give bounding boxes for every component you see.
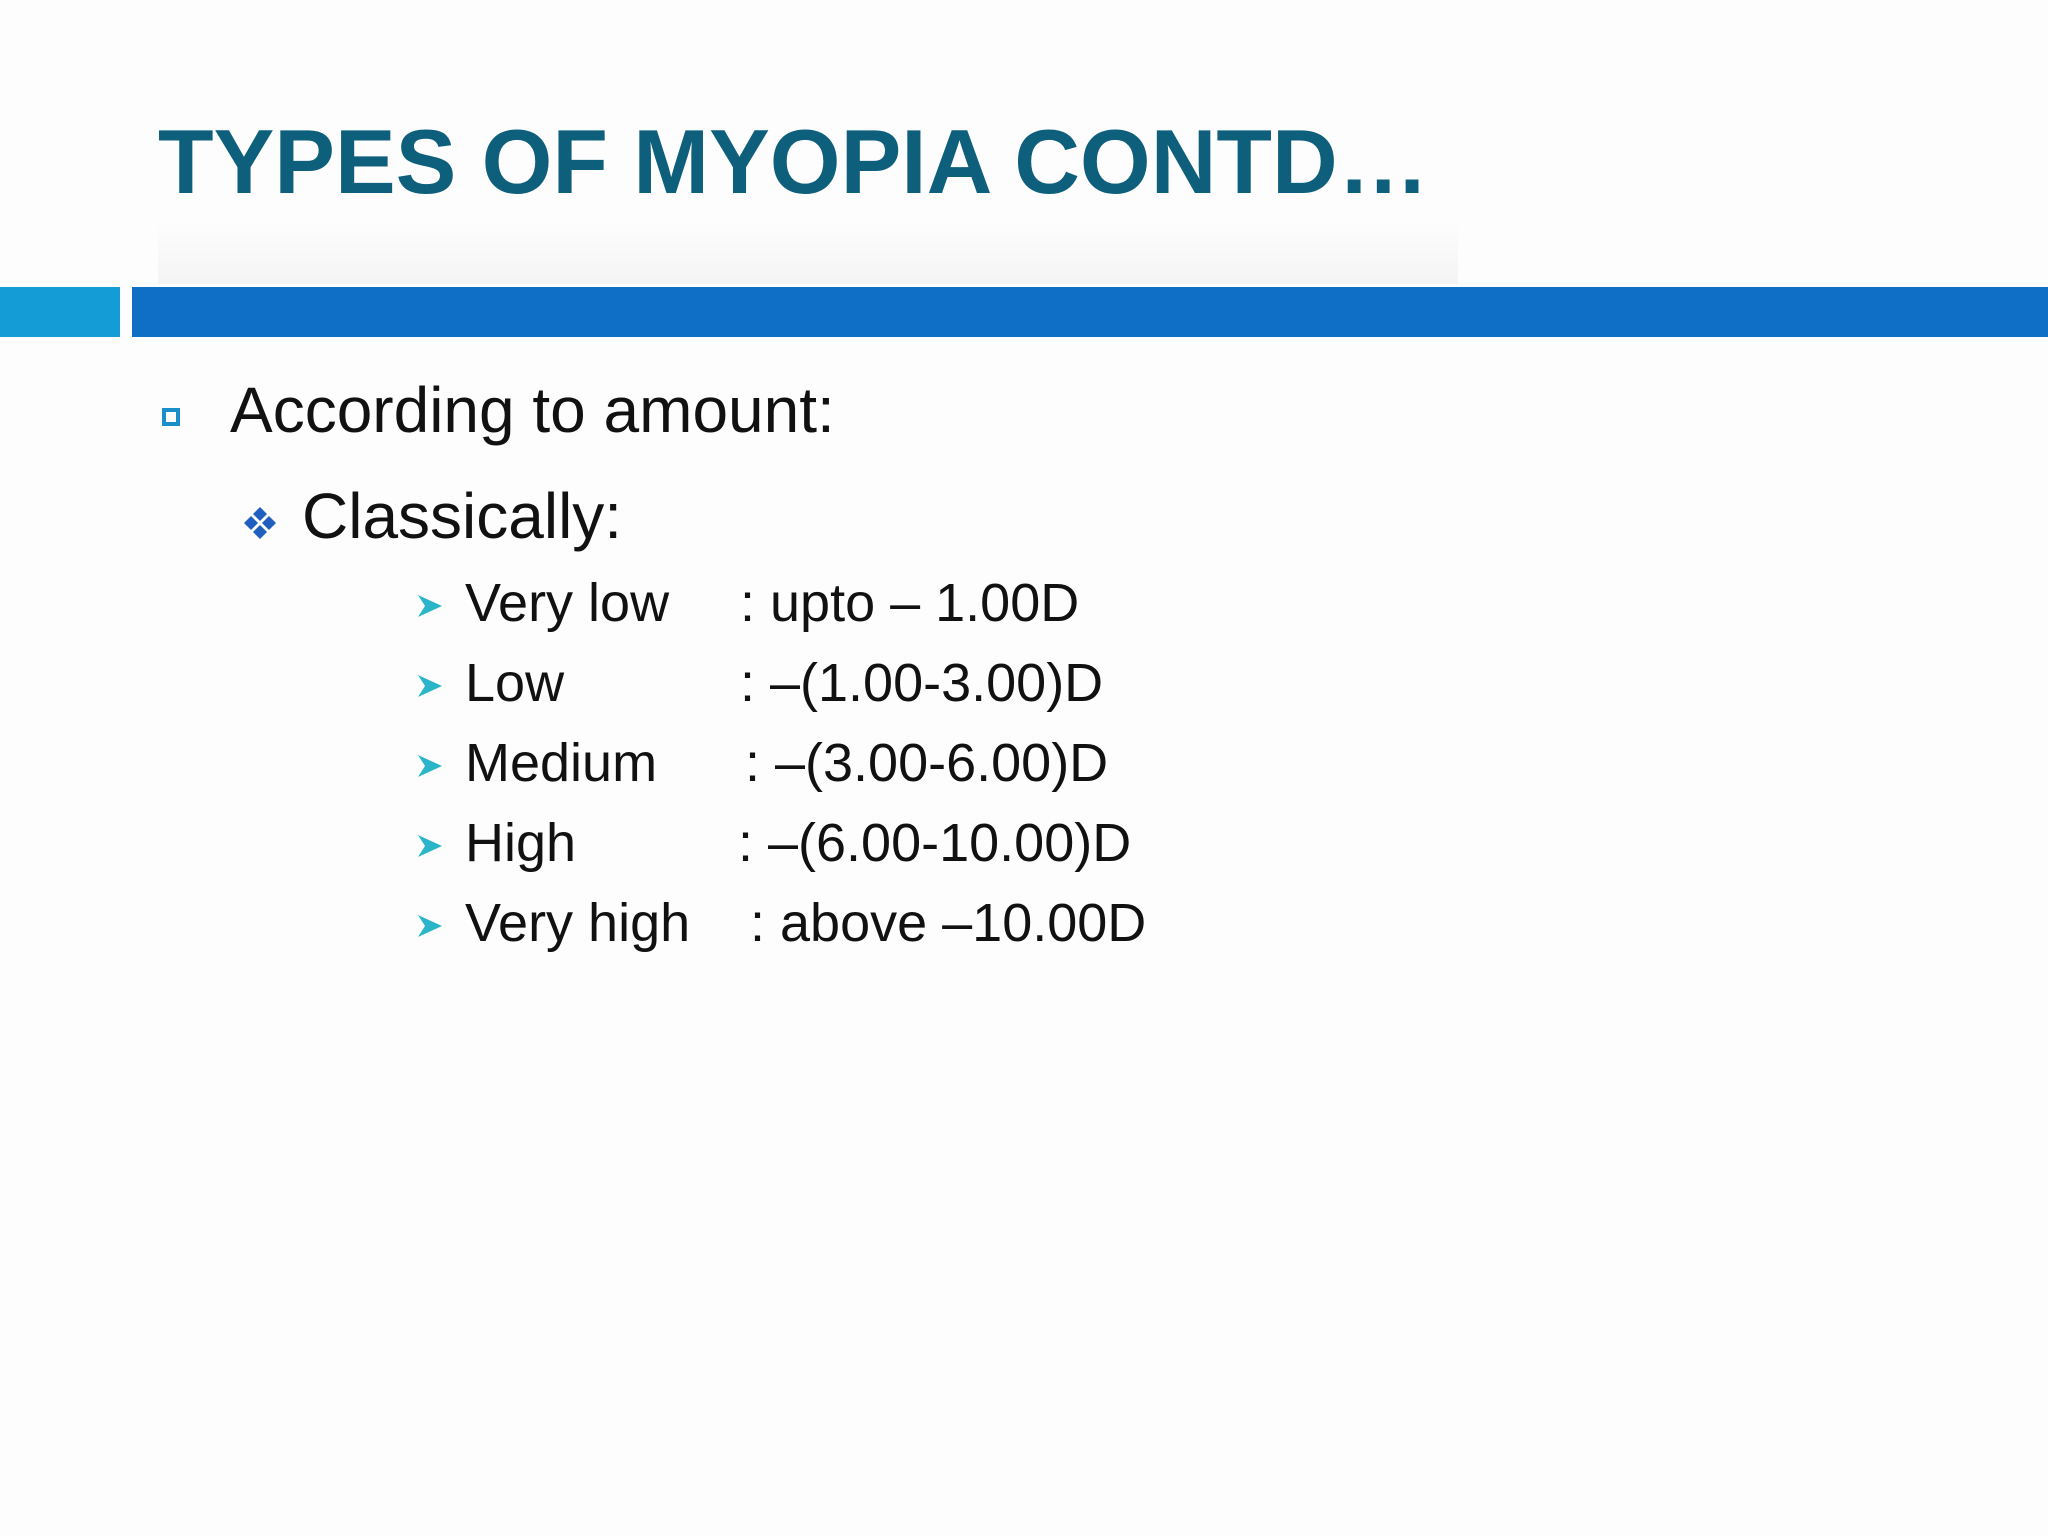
arrowhead-bullet-icon — [416, 672, 444, 700]
item-label: Low — [465, 653, 565, 713]
slide-title: TYPES OF MYOPIA CONTD… — [158, 112, 1429, 213]
item-label: High — [465, 813, 577, 873]
arrowhead-bullet-icon — [416, 752, 444, 780]
item-value: : –(6.00-10.00)D — [738, 813, 1132, 873]
square-bullet-icon — [162, 408, 180, 426]
four-diamond-bullet-icon — [242, 505, 278, 541]
bullet-classically: Classically: — [302, 480, 623, 552]
item-value: : –(1.00-3.00)D — [740, 653, 1104, 713]
item-label: Very high — [465, 893, 691, 953]
item-value: : above –10.00D — [750, 893, 1147, 953]
item-value: : upto – 1.00D — [740, 573, 1080, 633]
title-shade — [158, 220, 1458, 284]
bullet-according-to-amount: According to amount: — [230, 374, 835, 446]
item-label: Medium — [465, 733, 658, 793]
accent-bar-main — [132, 287, 2048, 337]
item-value: : –(3.00-6.00)D — [745, 733, 1109, 793]
arrowhead-bullet-icon — [416, 912, 444, 940]
arrowhead-bullet-icon — [416, 592, 444, 620]
item-label: Very low — [465, 573, 670, 633]
accent-bar-left — [0, 287, 120, 337]
arrowhead-bullet-icon — [416, 832, 444, 860]
